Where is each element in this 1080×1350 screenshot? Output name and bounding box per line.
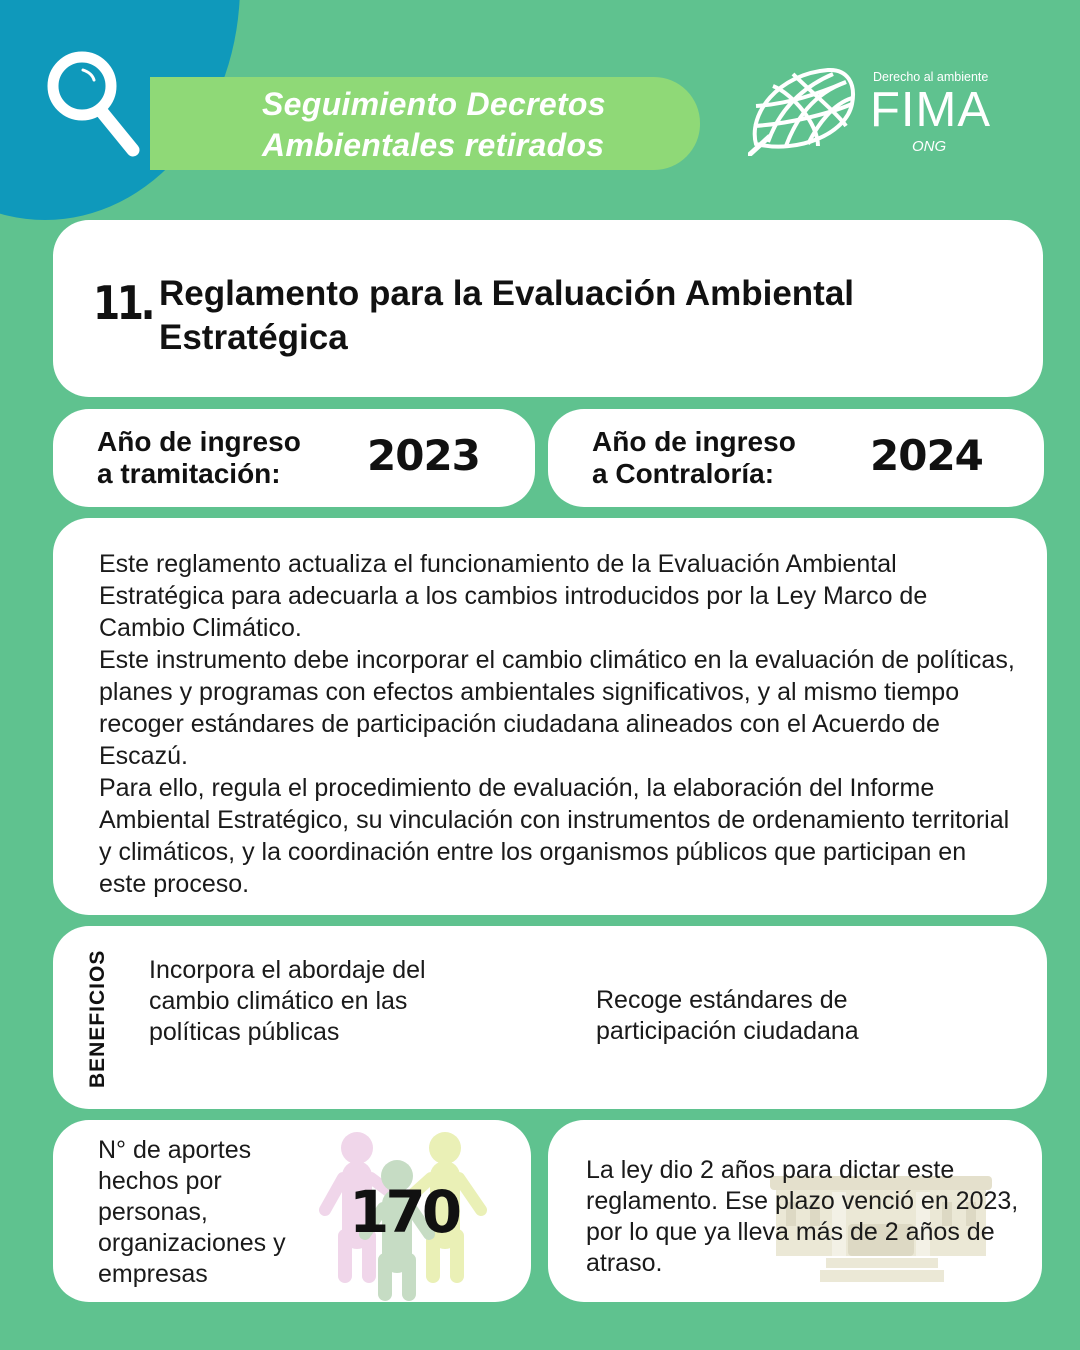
description-card: [53, 518, 1047, 915]
contributions-card: [53, 1120, 531, 1302]
item-number: 11.: [93, 276, 153, 330]
contributions-label: N° de aportes hechos por personas, organizaciones y empresas: [98, 1136, 286, 1288]
title-card: [53, 220, 1043, 397]
page-title: Reglamento para la Evaluación Ambiental Estratégica: [159, 274, 855, 357]
contributions-count: 170: [349, 1178, 459, 1246]
deadline-card: [548, 1120, 1042, 1302]
year-value: 2023: [367, 431, 480, 480]
description-text: Este reglamento actualiza el funcionamiento de la Evaluación Ambiental Estratégica para adecuarla a los cambios introducidos por la Ley Marco de Cambio Climático. Este instrumento debe incorporar el cambio climático en la evaluación de políticas, planes y programas con efectos ambientales significativos, y al mismo tiempo recoger estándares de participación ciudadana alineados con el Acuerdo de Escazú. Para ello, regula el procedimiento de evaluación, la elaboración del Informe Ambiental Estratégico, su vinculación con instrumentos de ordenamiento territorial y climáticos, y la coordinación entre los organismos públicos que participan en este proceso.: [99, 550, 1015, 898]
benefit-item: Recoge estándares de participación ciudadana: [596, 986, 859, 1045]
benefit-item: Incorpora el abordaje del cambio climático en las políticas públicas: [149, 956, 426, 1046]
year-value: 2024: [870, 431, 983, 480]
year-contraloria-card: [548, 409, 1044, 507]
year-tramitacion-card: [53, 409, 535, 507]
benefits-card: [53, 926, 1047, 1109]
year-label: Año de ingreso a Contraloría:: [592, 426, 796, 489]
year-label: Año de ingreso a tramitación:: [97, 426, 301, 489]
fima-logo: Derecho al ambiente FIMA ONG: [748, 62, 1008, 162]
search-icon: [42, 46, 142, 158]
header-title: Seguimiento Decretos Ambientales retirados: [262, 86, 606, 163]
benefits-label: BENEFICIOS: [86, 949, 109, 1088]
globe-leaf-icon: [748, 64, 860, 156]
deadline-text: La ley dio 2 años para dictar este reglamento. Ese plazo venció en 2023, por lo que ya lleva más de 2 años de atraso.: [586, 1156, 1019, 1277]
